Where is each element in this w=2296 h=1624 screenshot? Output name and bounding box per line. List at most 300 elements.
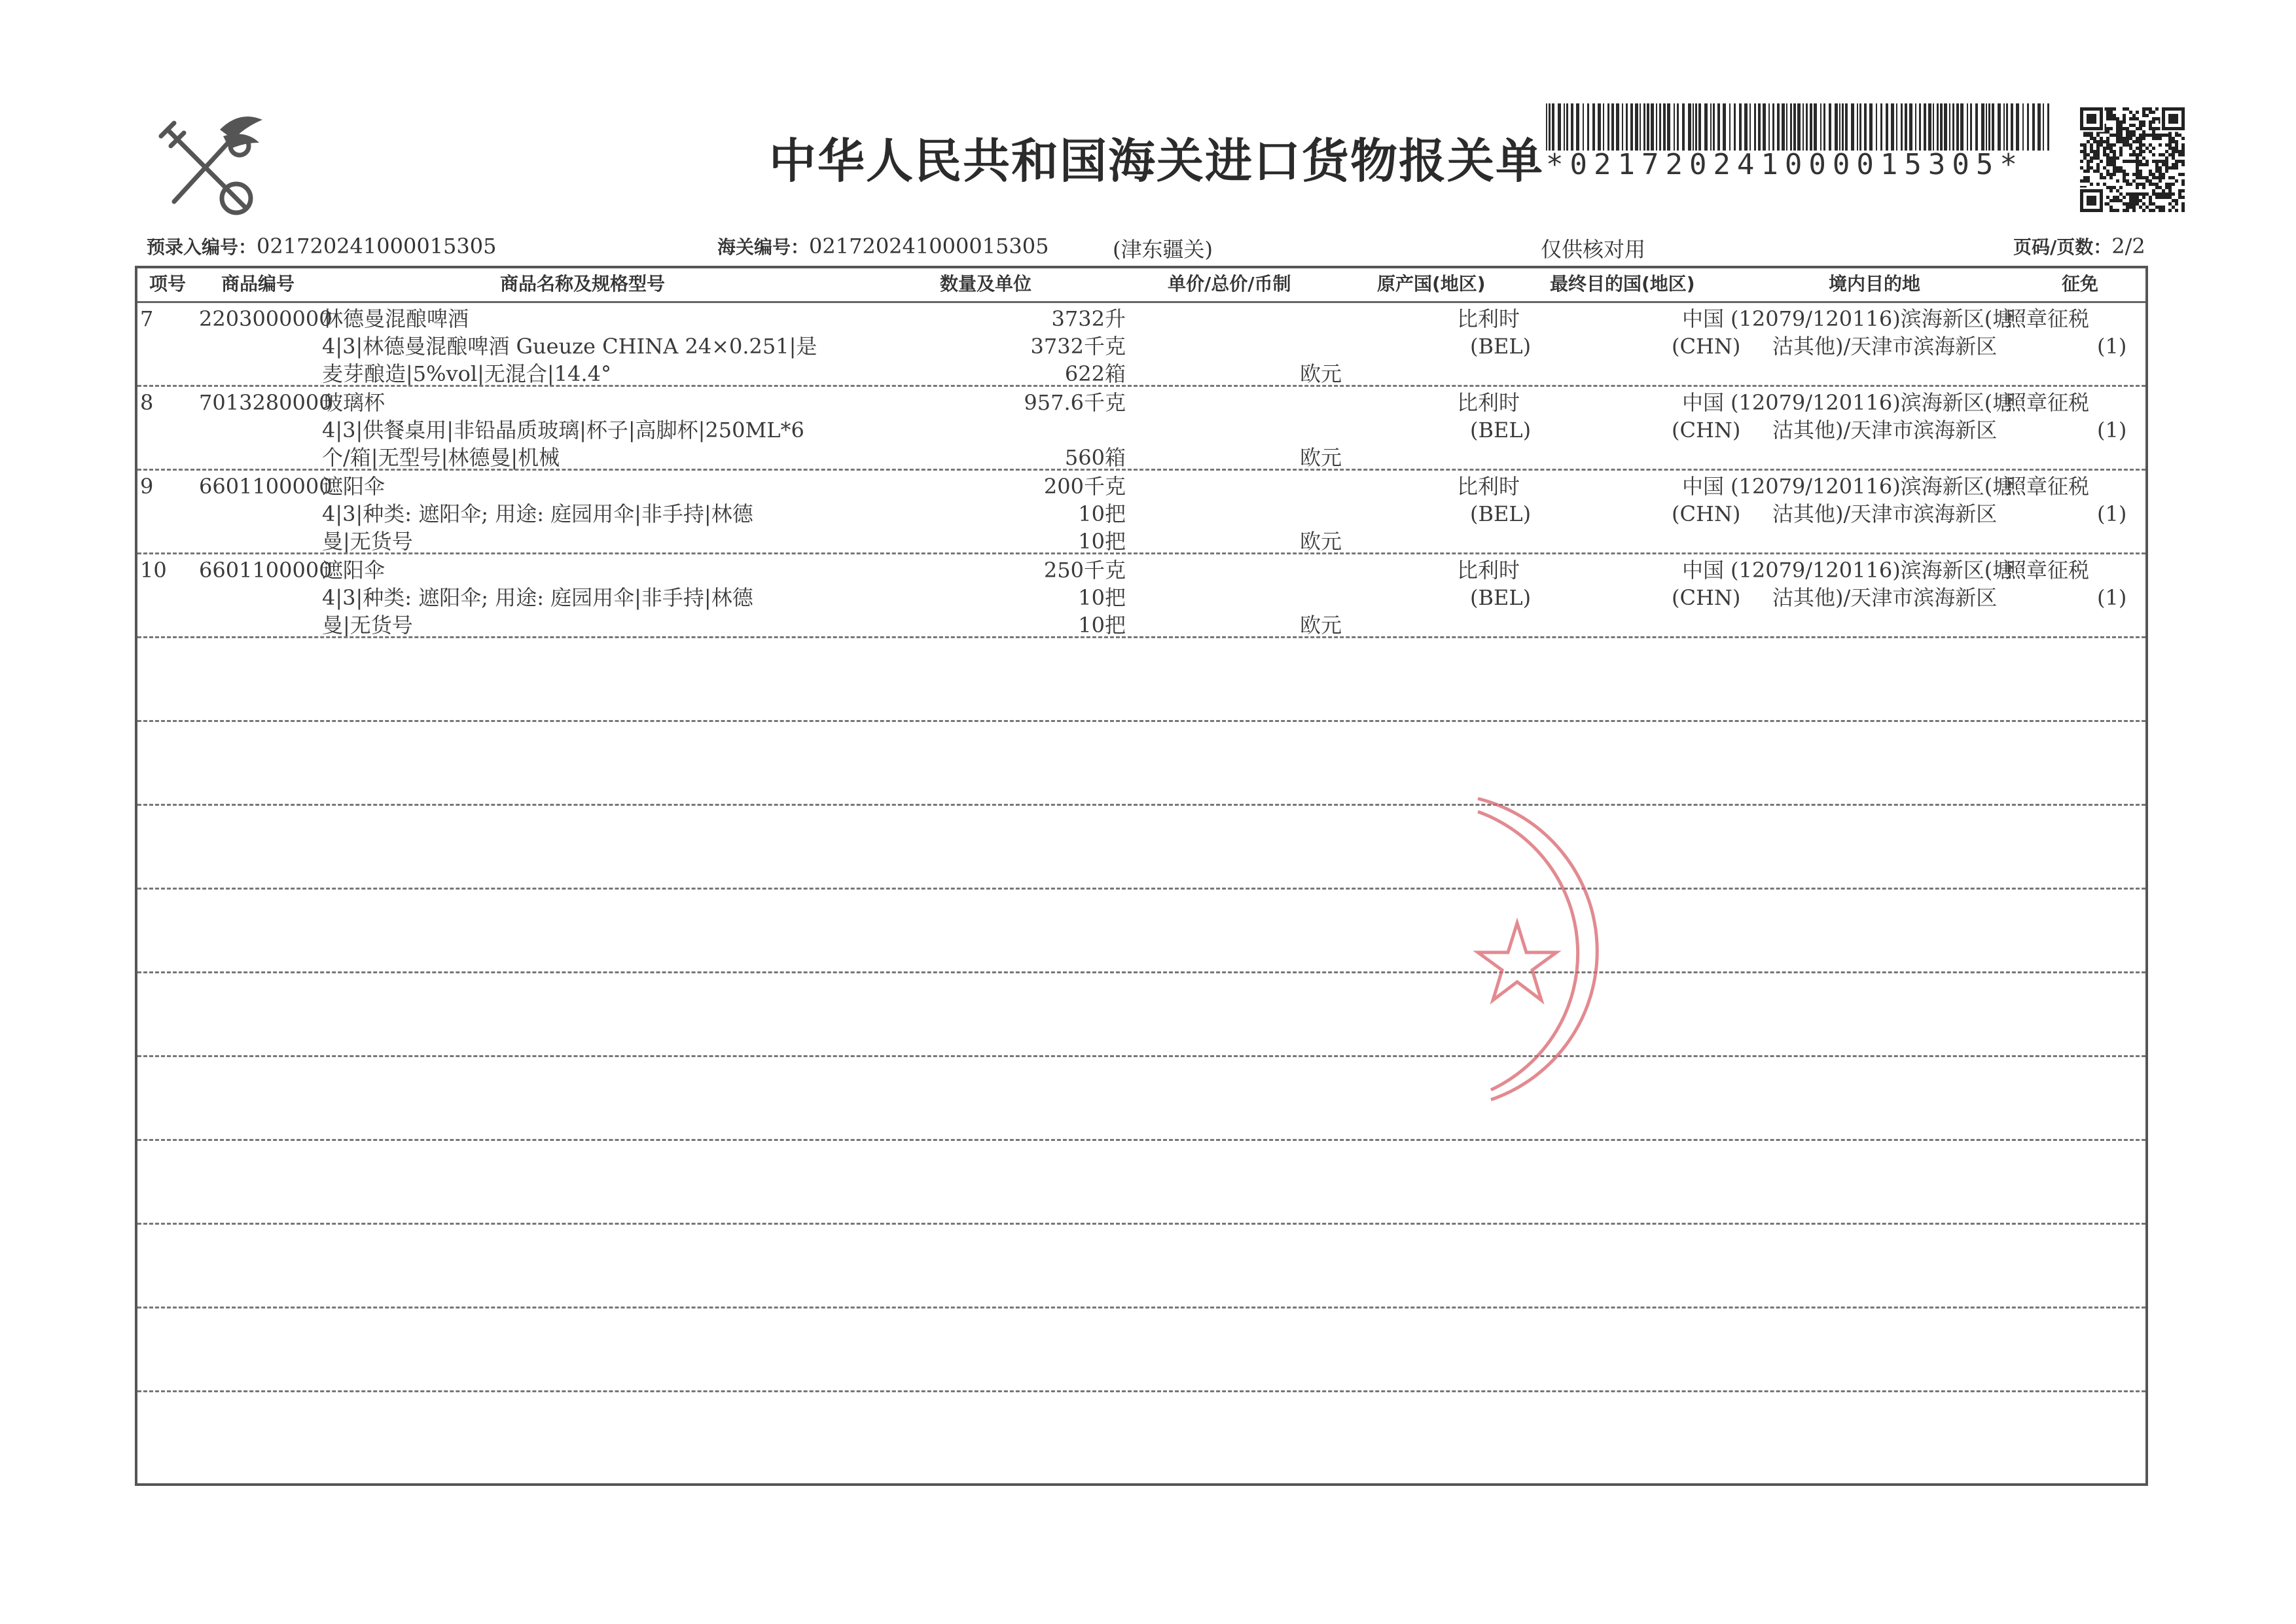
qr-module [2116, 179, 2119, 183]
barcode-bar [1713, 103, 1715, 151]
barcode-bar [1859, 103, 1861, 151]
qr-module [2165, 143, 2168, 147]
row-divider [137, 385, 2145, 387]
qr-module [2113, 107, 2116, 111]
qr-module [2109, 206, 2113, 209]
barcode-bar [1886, 103, 1888, 151]
qr-module [2162, 173, 2165, 176]
qr-module [2165, 166, 2168, 170]
barcode-bar [1928, 103, 1931, 151]
qr-module [2155, 170, 2159, 173]
qr-module [2178, 134, 2181, 137]
qr-module [2139, 199, 2142, 202]
origin-country: 比利时 [1457, 390, 1520, 415]
barcode-bar [1677, 103, 1679, 151]
qr-module [2155, 163, 2159, 166]
qr-module [2080, 143, 2083, 147]
qr-module [2119, 127, 2123, 130]
qr-module [2113, 150, 2116, 153]
qr-module [2100, 140, 2103, 143]
qr-module [2096, 147, 2100, 150]
barcode-bar [1698, 103, 1701, 151]
qr-module [2126, 143, 2129, 147]
barcode-bar [1626, 103, 1628, 151]
qr-code-icon [2080, 107, 2185, 212]
qr-module [2142, 176, 2145, 179]
qr-module [2136, 140, 2139, 143]
qr-module [2103, 147, 2106, 150]
col-item-no: 项号 [149, 273, 187, 295]
barcode-bar [1782, 103, 1785, 151]
qr-module [2132, 173, 2136, 176]
origin-country: 比利时 [1457, 558, 1520, 583]
qr-module [2132, 202, 2136, 206]
barcode-bar [1975, 103, 1978, 151]
qr-module [2096, 166, 2100, 170]
qr-module [2106, 143, 2109, 147]
barcode-bar [2037, 103, 2041, 151]
barcode-bar [1583, 103, 1584, 151]
qr-module [2103, 183, 2106, 186]
qr-module [2162, 134, 2165, 137]
quantity-line: 200千克 [1043, 474, 1126, 499]
qr-module [2175, 166, 2178, 170]
qr-module [2119, 140, 2123, 143]
barcode-bar [1763, 103, 1766, 151]
duty-code: (1) [2097, 501, 2127, 526]
qr-module [2155, 107, 2159, 111]
barcode-bar [1970, 103, 1972, 151]
barcode-bar [1960, 103, 1964, 151]
qr-module [2129, 147, 2132, 150]
barcode-bar [1919, 103, 1921, 151]
qr-module [2159, 173, 2162, 176]
quantity-line: 957.6千克 [1024, 390, 1126, 415]
qr-module [2119, 166, 2123, 170]
qr-module [2116, 156, 2119, 160]
qr-module [2126, 192, 2129, 196]
qr-module [2139, 170, 2142, 173]
barcode-bar [1546, 103, 1547, 151]
qr-module [2132, 117, 2136, 120]
qr-module [2126, 209, 2129, 212]
qr-module [2087, 163, 2090, 166]
barcode-bar [1682, 103, 1685, 151]
qr-module [2136, 173, 2139, 176]
qr-module [2155, 166, 2159, 170]
barcode-bar [1768, 103, 1770, 151]
barcode-bar [1793, 103, 1796, 151]
qr-module [2106, 156, 2109, 160]
qr-module [2126, 183, 2129, 186]
qr-module [2123, 160, 2126, 163]
qr-module [2139, 124, 2142, 127]
hs-code: 6601100000 [199, 474, 332, 499]
quantity-line: 10把 [1078, 613, 1126, 638]
qr-module [2113, 199, 2116, 202]
qr-module [2155, 134, 2159, 137]
qr-module [2129, 143, 2132, 147]
qr-module [2119, 150, 2123, 153]
customs-no-value: 021720241000015305 [809, 234, 1049, 259]
qr-module [2100, 173, 2103, 176]
qr-module [2142, 130, 2145, 134]
col-quantity: 数量及单位 [940, 273, 1032, 295]
qr-module [2145, 114, 2149, 117]
barcode-bar [1814, 103, 1817, 151]
qr-module [2159, 196, 2162, 199]
qr-module [2123, 120, 2126, 124]
qr-module [2145, 179, 2149, 183]
qr-module [2142, 192, 2145, 196]
goods-spec-line: 曼|无货号 [322, 613, 413, 638]
qr-module [2178, 150, 2181, 153]
qr-module [2129, 137, 2132, 140]
qr-module [2162, 196, 2165, 199]
qr-module [2132, 124, 2136, 127]
dest-place-line: (12079/120116)滨海新区(塘 [1731, 558, 2014, 583]
qr-module [2149, 183, 2152, 186]
qr-module [2090, 137, 2093, 140]
qr-module [2152, 202, 2155, 206]
barcode-bar [2006, 103, 2008, 151]
duty-mode: 照章征税 [2005, 390, 2090, 415]
barcode-bar [1552, 103, 1554, 151]
qr-module [2172, 176, 2175, 179]
qr-module [2090, 183, 2093, 186]
qr-module [2149, 120, 2152, 124]
qr-module [2175, 140, 2178, 143]
barcode-bar [1944, 103, 1947, 151]
qr-module [2136, 117, 2139, 120]
barcode-bar [1880, 103, 1882, 151]
qr-module [2136, 170, 2139, 173]
qr-module [2175, 143, 2178, 147]
qr-module [2106, 111, 2109, 114]
qr-module [2087, 114, 2096, 124]
qr-module [2181, 196, 2185, 199]
barcode-bar [1744, 103, 1748, 151]
qr-module [2162, 160, 2165, 163]
qr-module [2113, 196, 2116, 199]
qr-module [2139, 183, 2142, 186]
barcode-bar [1905, 103, 1907, 151]
barcode-bar [1558, 103, 1561, 151]
qr-module [2142, 156, 2145, 160]
barcode-bar [1576, 103, 1579, 151]
qr-module [2123, 127, 2126, 130]
barcode-bar [1647, 103, 1649, 151]
qr-module [2109, 107, 2113, 111]
qr-module [2113, 170, 2116, 173]
qr-module [2149, 127, 2152, 130]
qr-module [2096, 163, 2100, 166]
barcode-bar [1845, 103, 1848, 151]
qr-module [2149, 124, 2152, 127]
barcode-bar [1981, 103, 1984, 151]
barcode-bar [1717, 103, 1720, 151]
qr-module [2136, 153, 2139, 156]
dest-country-code: (CHN) [1672, 501, 1741, 526]
barcode-bar [1786, 103, 1787, 151]
barcode-bar [1806, 103, 1808, 151]
qr-module [2159, 137, 2162, 140]
quantity-line: 622箱 [1064, 361, 1126, 386]
page-label: 页码/页数： [2013, 236, 2112, 258]
qr-module [2168, 186, 2172, 189]
col-hs-code: 商品编号 [221, 273, 295, 295]
barcode-bar [1611, 103, 1614, 151]
dest-country: 中国 [1682, 558, 1725, 583]
qr-module [2175, 163, 2178, 166]
goods-name-line: 遮阳伞 [322, 474, 386, 499]
qr-module [2152, 137, 2155, 140]
qr-module [2142, 143, 2145, 147]
qr-module [2096, 170, 2100, 173]
qr-module [2181, 202, 2185, 206]
barcode-bar [1643, 103, 1645, 151]
qr-module [2093, 156, 2096, 160]
qr-module [2126, 202, 2129, 206]
barcode-bar [1956, 103, 1959, 151]
qr-module [2142, 120, 2145, 124]
qr-module [2109, 143, 2113, 147]
qr-module [2142, 114, 2145, 117]
goods-spec-line: 个/箱|无型号|林德曼|机械 [322, 445, 560, 470]
qr-module [2103, 150, 2106, 153]
qr-module [2149, 143, 2152, 147]
qr-module [2178, 160, 2181, 163]
qr-module [2116, 170, 2119, 173]
verify-note: 仅供核对用 [1541, 237, 1646, 262]
barcode-bar [1739, 103, 1742, 151]
qr-module [2136, 127, 2139, 130]
qr-module [2132, 209, 2136, 212]
item-number: 9 [140, 474, 154, 499]
barcode-bar [1891, 103, 1894, 151]
qr-module [2172, 166, 2175, 170]
hs-code: 6601100000 [199, 558, 332, 583]
qr-module [2083, 150, 2087, 153]
col-origin: 原产国(地区) [1377, 273, 1486, 295]
qr-module [2123, 173, 2126, 176]
qr-module [2106, 196, 2109, 199]
qr-module [2149, 199, 2152, 202]
qr-module [2139, 134, 2142, 137]
qr-module [2132, 140, 2136, 143]
barcode-bar [1909, 103, 1912, 151]
pre-entry-value: 021720241000015305 [257, 234, 497, 259]
qr-module [2168, 147, 2172, 150]
barcode-bar [1695, 103, 1697, 151]
col-duty: 征免 [2062, 273, 2099, 295]
qr-module [2139, 176, 2142, 179]
barcode-bar [1772, 103, 1774, 151]
qr-module [2149, 196, 2152, 199]
qr-module [2090, 150, 2093, 153]
qr-module [2145, 206, 2149, 209]
qr-module [2152, 134, 2155, 137]
row-divider [137, 971, 2145, 973]
qr-module [2139, 160, 2142, 163]
qr-module [2136, 147, 2139, 150]
page-value: 2/2 [2111, 234, 2145, 259]
qr-module [2159, 143, 2162, 147]
qr-module [2109, 147, 2113, 150]
barcode-bar [1663, 103, 1666, 151]
qr-module [2109, 111, 2113, 114]
barcode-bar [1549, 103, 1551, 151]
qr-module [2129, 183, 2132, 186]
qr-module [2100, 137, 2103, 140]
qr-module [2126, 140, 2129, 143]
qr-module [2126, 107, 2129, 111]
qr-module [2181, 163, 2185, 166]
duty-mode: 照章征税 [2005, 474, 2090, 499]
qr-module [2136, 192, 2139, 196]
qr-module [2172, 206, 2175, 209]
qr-module [2149, 134, 2152, 137]
qr-module [2175, 202, 2178, 206]
qr-module [2165, 134, 2168, 137]
goods-spec-line: 麦芽酿造|5%vol|无混合|14.4° [322, 361, 611, 386]
barcode-bar [2027, 103, 2029, 151]
qr-module [2178, 173, 2181, 176]
qr-module [2155, 137, 2159, 140]
qr-module [2096, 183, 2100, 186]
barcode-bar [1851, 103, 1854, 151]
qr-module [2175, 160, 2178, 163]
dest-place-line: 沽其他)/天津市滨海新区 [1772, 585, 1998, 610]
qr-module [2175, 134, 2178, 137]
qr-module [2123, 196, 2126, 199]
qr-module [2113, 163, 2116, 166]
row-divider [137, 1139, 2145, 1141]
qr-module [2123, 117, 2126, 120]
barcode-bar [1659, 103, 1661, 151]
qr-module [2136, 196, 2139, 199]
qr-module [2136, 202, 2139, 206]
qr-module [2155, 186, 2159, 189]
qr-module [2145, 192, 2149, 196]
qr-module [2168, 183, 2172, 186]
origin-country: 比利时 [1457, 306, 1520, 331]
item-number: 8 [140, 390, 154, 415]
qr-module [2181, 209, 2185, 212]
qr-module [2168, 153, 2172, 156]
qr-module [2129, 199, 2132, 202]
barcode-bar [2003, 103, 2005, 151]
qr-module [2168, 134, 2172, 137]
qr-module [2149, 202, 2152, 206]
qr-module [2116, 120, 2119, 124]
row-divider [137, 1055, 2145, 1057]
qr-module [2132, 179, 2136, 183]
barcode-bar [2032, 103, 2035, 151]
qr-module [2113, 114, 2116, 117]
barcode-bar [1790, 103, 1792, 151]
barcode-bar [1820, 103, 1821, 151]
qr-module [2162, 176, 2165, 179]
quantity-line: 3732升 [1051, 306, 1126, 331]
quantity-line: 250千克 [1043, 558, 1126, 583]
qr-module [2159, 170, 2162, 173]
qr-module [2087, 176, 2090, 179]
qr-module [2162, 189, 2165, 192]
qr-module [2106, 153, 2109, 156]
qr-module [2083, 134, 2087, 137]
qr-module [2132, 150, 2136, 153]
qr-module [2159, 134, 2162, 137]
qr-module [2132, 199, 2136, 202]
qr-module [2132, 206, 2136, 209]
goods-spec-line: 4|3|种类: 遮阳伞; 用途: 庭园用伞|非手持|林德 [322, 501, 753, 526]
qr-module [2103, 140, 2106, 143]
currency: 欧元 [1300, 529, 1342, 554]
qr-module [2100, 160, 2103, 163]
qr-module [2142, 163, 2145, 166]
qr-module [2172, 163, 2175, 166]
qr-module [2139, 120, 2142, 124]
qr-module [2080, 166, 2083, 170]
barcode-bar [1835, 103, 1838, 151]
qr-module [2126, 160, 2129, 163]
qr-module [2181, 173, 2185, 176]
barcode-bar [1823, 103, 1825, 151]
barcode-bar [1754, 103, 1756, 151]
qr-module [2136, 137, 2139, 140]
qr-module [2119, 186, 2123, 189]
qr-module [2145, 147, 2149, 150]
qr-module [2123, 176, 2126, 179]
qr-module [2087, 160, 2090, 163]
qr-module [2106, 114, 2109, 117]
qr-module [2168, 114, 2178, 124]
qr-module [2132, 114, 2136, 117]
qr-module [2139, 140, 2142, 143]
qr-module [2142, 150, 2145, 153]
barcode-bar [1704, 103, 1708, 151]
qr-module [2152, 147, 2155, 150]
barcode-number: *021720241000015305* [1546, 148, 2024, 181]
qr-module [2083, 179, 2087, 183]
qr-module [2126, 127, 2129, 130]
qr-module [2142, 107, 2145, 111]
qr-module [2116, 127, 2119, 130]
duty-mode: 照章征税 [2005, 558, 2090, 583]
duty-mode: 照章征税 [2005, 306, 2090, 331]
barcode-bar [1810, 103, 1812, 151]
qr-module [2093, 140, 2096, 143]
barcode-bar [1667, 103, 1670, 151]
qr-module [2175, 209, 2178, 212]
qr-module [2096, 143, 2100, 147]
qr-module [2093, 170, 2096, 173]
qr-module [2152, 176, 2155, 179]
qr-module [2168, 189, 2172, 192]
qr-module [2080, 150, 2083, 153]
qr-module [2175, 179, 2178, 183]
barcode-bar [1998, 103, 2001, 151]
qr-module [2113, 173, 2116, 176]
barcode-bar [1640, 103, 1641, 151]
qr-module [2175, 199, 2178, 202]
qr-module [2109, 173, 2113, 176]
qr-module [2142, 124, 2145, 127]
qr-module [2087, 179, 2090, 183]
qr-module [2142, 137, 2145, 140]
barcode-bar [1952, 103, 1954, 151]
